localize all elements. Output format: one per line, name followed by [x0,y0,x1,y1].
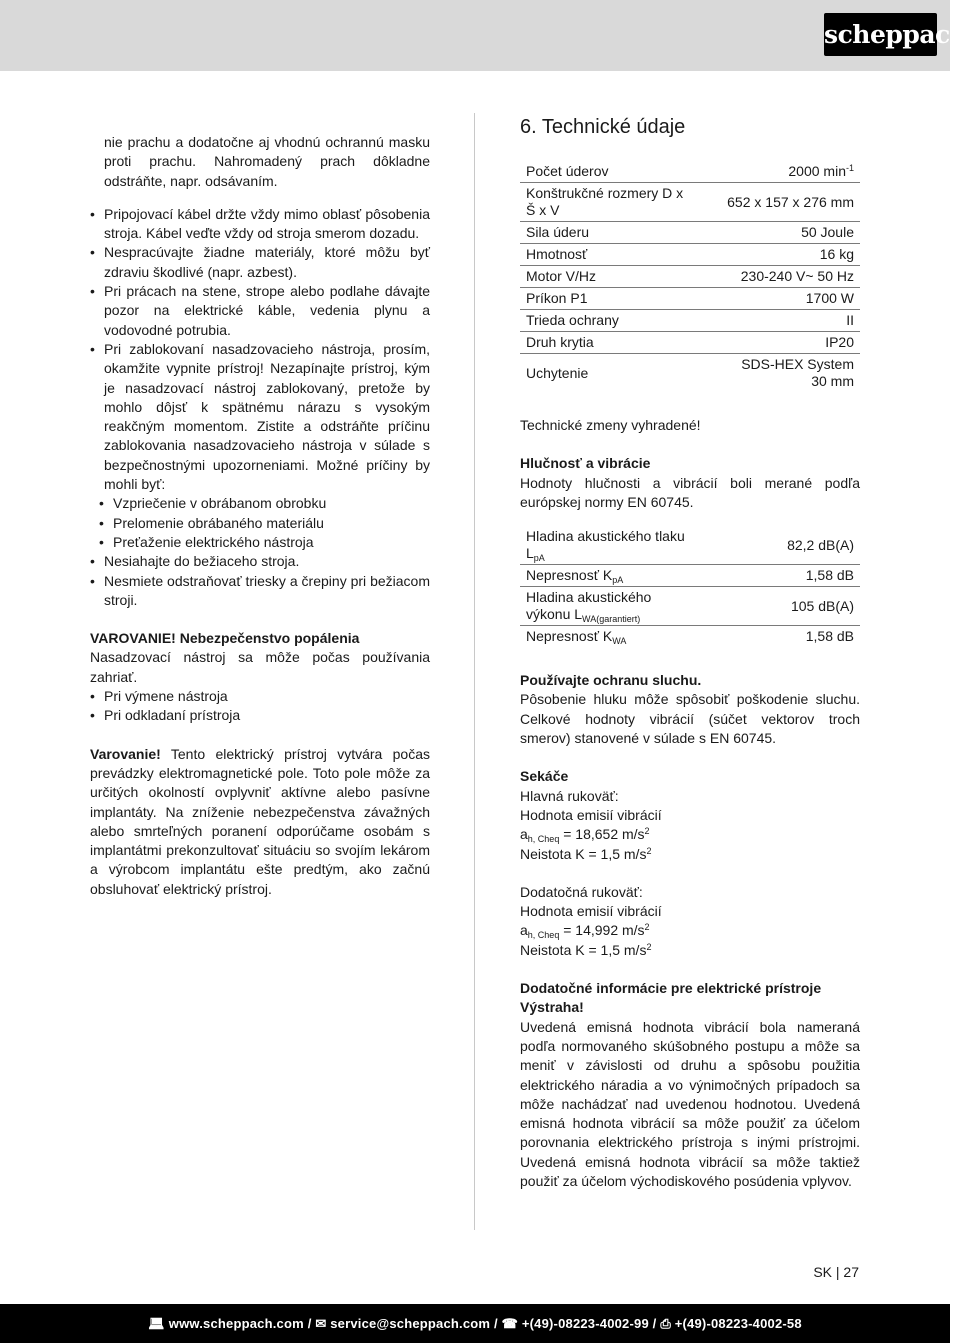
bullet-item: • Nesmiete odstraňovať triesky a črepiny pri bežiacom stroji. [90,572,430,611]
spec-label: Hmotnosť [526,246,588,262]
emission-label: Hodnota emisií vibrácií [520,806,662,823]
table-row [520,587,860,626]
spec-label: Príkon P1 [526,290,588,306]
spec-value: 1700 W [805,290,854,306]
intro-text: nie prachu a dodatočne aj vhodnú ochrannú masku proti prachu. Nahromadený prach dôkladne odstráňte, napr. odsávaním. [104,134,430,189]
table-row [520,626,860,648]
noise-value: 105 dB(A) [790,597,854,614]
spec-label: Trieda ochrany [526,312,619,328]
hearing-text: Pôsobenie hluku môže spôsobiť poškodenie sluchu. Celkové hodnoty vibrácií (súčet vektorov troch smerov) stanovené v súlade s EN 60745. [520,691,860,747]
spec-value: IP20 [825,334,854,350]
cause-bullets [90,494,430,552]
spec-label: Konštrukčné rozmery D x Š x V [526,185,684,218]
sub-bullet-item: • Prelomenie obrábaného materiálu [90,514,430,533]
spec-value: 2000 $\min^{-1}$ [788,163,854,179]
spec-value: 16 kg [819,246,854,262]
emf-warning-text: Tento elektrický prístroj vytvára počas prevádzky elektromagnetické pole. Toto pole môže za určitých okolností ovplyvniť aktívne alebo pasívne implantáty. Na zníženie nebezpečenstva závažných alebo smrteľných poranení odporúčame osobám s implantátmi prekonzultovať situáciu so svojím lekárom a výrobcom implantátu ešte predtým, ako začnú obsluhovať elektrický prístroj. [90,745,430,897]
spec-value: II [846,312,854,328]
spec-value: 652 x 157 x 276 mm [727,193,854,210]
main-handle-label: Hlavná rukoväť: [520,787,619,804]
sub-bullet-item: • Vzpriečenie v obrábanom obrobku [90,494,430,513]
spec-label: Sila úderu [526,224,590,240]
noise-text: Hodnoty hlučnosti a vibrácií boli merané podľa európskej normy EN 60745. [520,474,860,510]
page-header [0,0,967,71]
burn-warning-title: VAROVANIE! Nebezpečenstvo popálenia [90,630,360,647]
spec-table [520,161,860,392]
table-row [520,526,860,565]
safety-bullets-2 [90,552,430,610]
table-row [520,161,860,183]
sub-bullet-item: • Preťaženie elektrického nástroja [90,533,430,552]
spec-label: Počet úderov [526,163,609,179]
spec-label: Uchytenie [526,364,589,381]
page-number: SK | 27 [813,1264,859,1280]
right-column [520,112,860,1191]
phone-number: +(49)-08223-4002-99 [521,1316,649,1331]
emf-warning-label: Varovanie! [90,745,161,762]
emission-label: Hodnota emisií vibrácií [520,903,662,920]
spec-label: Druh krytia [526,334,594,350]
bullet-item: • Nesiahajte do bežiaceho stroja. [90,552,430,571]
table-row [520,310,860,332]
chisel-title: Sekáče [520,768,569,785]
spec-value: 50 Joule [801,224,854,240]
noise-label: Nepresnosť $K_{WA}$ [526,628,627,647]
noise-title: Hlučnosť a vibrácie [520,455,651,472]
aux-handle-emission: $a_{h, Cheq} = 14,992$ $m/s^2$ [520,922,650,941]
table-row [520,183,860,222]
bullet-item: • Pri zablokovaní nasadzovacieho nástroja, prosím, okamžite vypnite prístroj! Nezapínajte prístroj, kým je nasadzovací nástroj zablokovaný, pretože by mohlo dôjsť k spätnému nárazu s vysokým reakčným momentom. Zistite a odstráňte príčinu zablokovania nasadzovacieho nástroja v súlade s bezpečnostnými upozorneniami. Možné príčiny by mohli byť: [90,340,430,494]
main-handle-uncertainty: Neistota K = 1,5 $m/s^2$ [520,845,652,862]
noise-label: Hladina akustického tlaku $L_{pA}$ [526,528,685,564]
section-title: 6. Technické údaje [520,116,686,138]
hearing-title: Používajte ochranu sluchu. [520,672,702,689]
bullet-item: • Pripojovací kábel držte vždy mimo oblasť pôsobenia stroja. Kábel veďte vždy od stroja smerom dozadu. [90,205,430,244]
website-link[interactable]: www.scheppach.com [168,1316,304,1331]
main-handle-emission: $a_{h, Cheq} = 18,652$ $m/s^2$ [520,826,650,845]
spec-label: Motor V/Hz [526,268,597,284]
noise-label: Nepresnosť $K_{pA}$ [526,567,624,586]
computer-icon: 💻︎ [148,1316,165,1331]
noise-label: Hladina akustického výkonu $L_{WA(garantiert)}$ [526,589,652,625]
table-row [520,565,860,587]
spec-value: SDS-HEX System 30 mm [741,356,854,389]
scheppach-logo: scheppach [824,13,937,56]
table-row [520,266,860,288]
noise-table [520,526,860,647]
email-link[interactable]: service@scheppach.com [330,1316,491,1331]
table-row [520,222,860,244]
bullet-item: • Pri výmene nástroja [90,687,430,706]
table-row [520,332,860,354]
burn-warning-text: Nasadzovací nástroj sa môže počas používania zahriať. [90,649,430,685]
table-row [520,244,860,266]
spec-value: 230-240 V~ 50 Hz [740,268,854,284]
emf-warning [90,745,430,899]
warning-title: Výstraha! [520,999,584,1016]
noise-value: 1,58 dB [805,628,854,645]
page-footer: 💻︎ www.scheppach.com / ✉︎ service@scheppach.com / ☎︎ +(49)-08223-4002-99 / ⎙ +(49)-08223-4002-58 [0,1304,950,1343]
info-title: Dodatočné informácie pre elektrické prístroje [520,980,822,997]
fax-number: +(49)-08223-4002-58 [674,1316,802,1331]
mail-icon: ✉︎ [315,1316,327,1331]
noise-value: 1,58 dB [805,567,854,584]
bullet-item: • Nespracúvajte žiadne materiály, ktoré môžu byť zdraviu škodlivé (napr. azbest). [90,243,430,282]
column-divider [474,113,475,1230]
fax-icon: ⎙ [660,1316,671,1331]
changes-note: Technické zmeny vyhradené! [520,417,701,433]
left-column [90,119,430,899]
table-row [520,288,860,310]
noise-value: 82,2 dB(A) [787,536,854,553]
aux-handle-label: Dodatočná rukoväť: [520,883,643,900]
aux-handle-uncertainty: Neistota K = 1,5 $m/s^2$ [520,941,652,958]
phone-icon: ☎︎ [501,1316,519,1331]
table-row [520,354,860,393]
burn-bullets [90,687,430,726]
bullet-item: • Pri prácach na stene, strope alebo podlahe dávajte pozor na elektrické káble, vedenia plynu a vodovodné potrubia. [90,282,430,340]
safety-bullets [90,205,430,494]
info-text: Uvedená emisná hodnota vibrácií bola nameraná podľa normovaného skúšobného postupu a môže sa meniť v závislosti od druhu a spôsobu použitia elektrického náradia a vo výnimočných prípadoch sa môže nachádzať nad uvedenou hodnotou. Uvedená emisná hodnota vibrácií sa môže použiť za účelom porovnania elektrického prístroja s inými prístrojmi. Uvedená emisná hodnota vibrácií sa môže taktiež použiť za účelom východiskového posúdenia vplyvov. [520,1018,860,1190]
bullet-item: • Pri odkladaní prístroja [90,706,430,725]
